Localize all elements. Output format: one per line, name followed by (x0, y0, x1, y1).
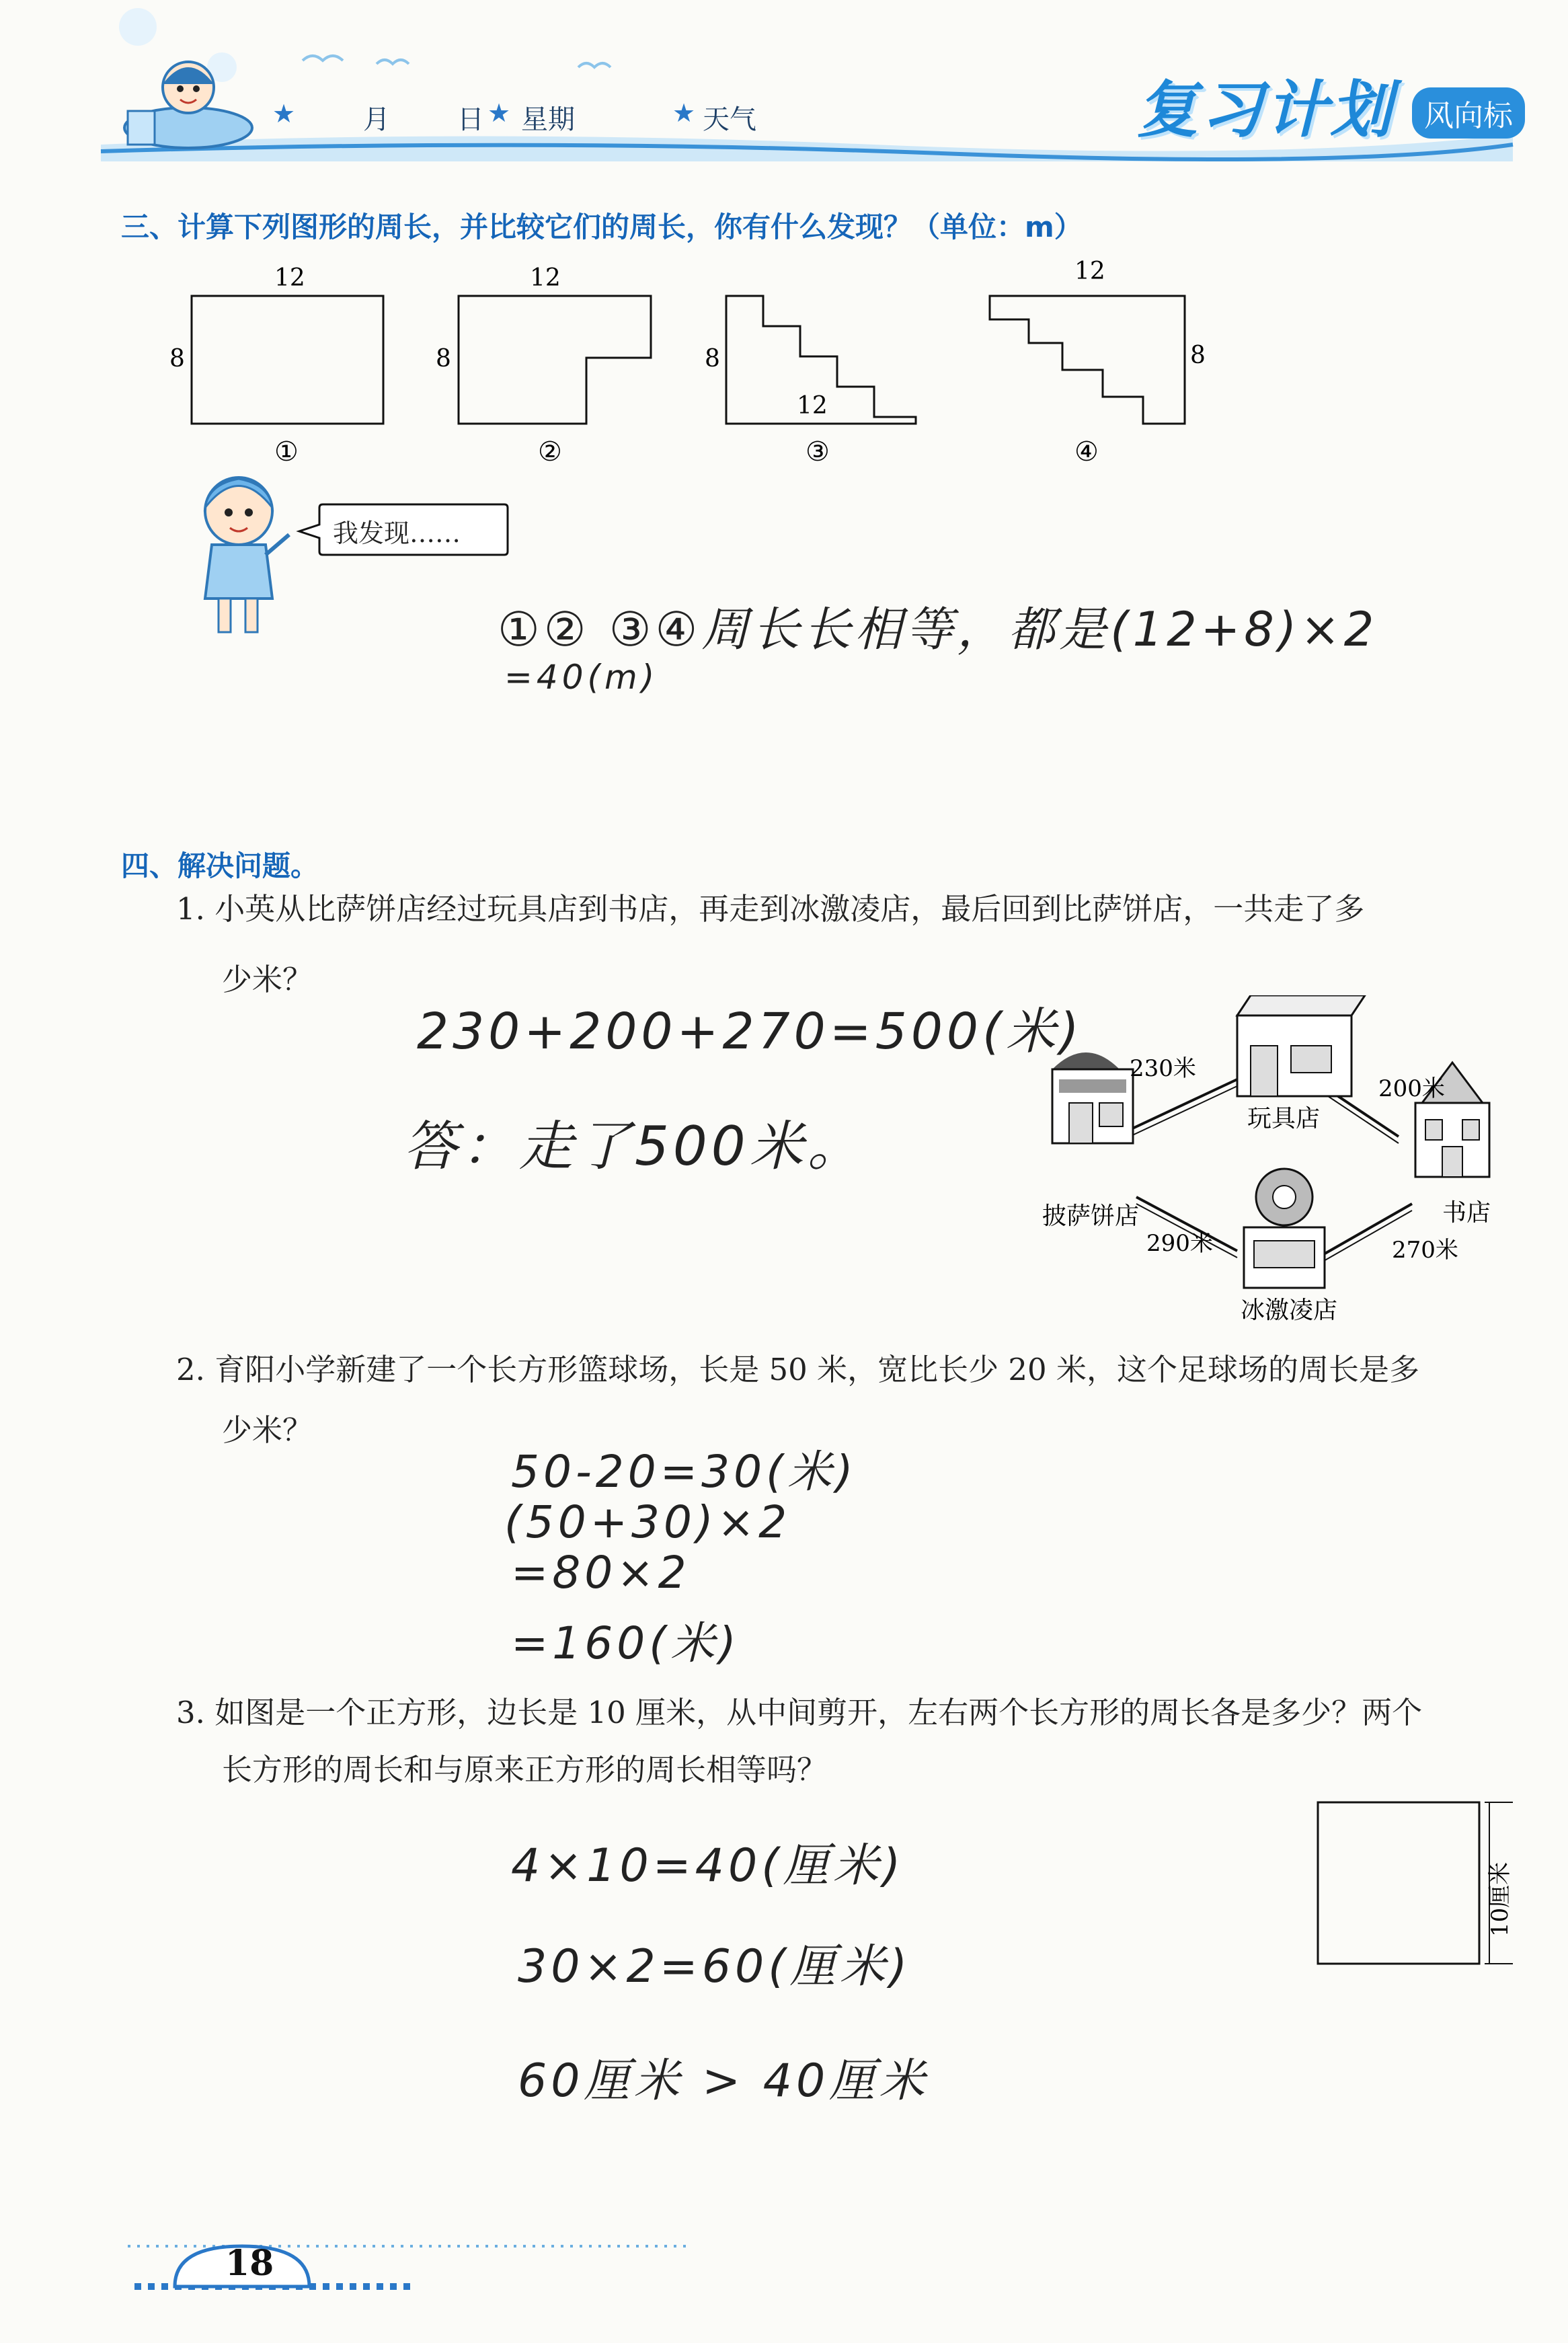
q2-work-4: =160(米) (511, 1617, 740, 1669)
book-store-label: 书店 (1442, 1199, 1491, 1227)
star-icon: ★ (272, 99, 296, 128)
brand-subtitle: 风向标 (1412, 87, 1525, 139)
ice-cream-shop-label: 冰激凌店 (1241, 1297, 1338, 1324)
figure-4-width: 12 (1074, 258, 1105, 285)
q1-text-line1: 1. 小英从比萨饼店经过玩具店到书店，再走到冰激凌店，最后回到比萨饼店，一共走了多 (176, 891, 1365, 927)
square-side-label: 10厘米 (1487, 1861, 1514, 1937)
footer-decoration (128, 2233, 706, 2320)
route-map (1035, 995, 1533, 1332)
figure-2-number: ② (538, 436, 562, 467)
figure-3-number: ③ (806, 436, 830, 467)
girl-mascot-icon (182, 471, 296, 646)
section3-answer-line2: =40(m) (504, 658, 659, 697)
q2-work-3: =80×2 (511, 1547, 691, 1599)
q2-work-1: 50-20=30(米) (511, 1446, 857, 1498)
brand-title: 复习计划 (1136, 74, 1395, 146)
figure-1-number: ① (274, 436, 299, 467)
figure-3 (705, 296, 916, 467)
q3-text-line1: 3. 如图是一个正方形，边长是 10 厘米，从中间剪开，左右两个长方形的周长各是多少？两个 (176, 1695, 1423, 1730)
toy-store-label: 玩具店 (1247, 1105, 1321, 1132)
toy-store-icon (1237, 995, 1365, 1096)
distance-book-ice: 270米 (1392, 1237, 1458, 1264)
q3-text-line2: 长方形的周长和与原来正方形的周长相等吗？ (222, 1752, 828, 1788)
q1-work: 230+200+270=500(米) (417, 1003, 1083, 1061)
pizza-shop-icon (1052, 1052, 1133, 1143)
q3-work-3: 60厘米 > 40厘米 (518, 2054, 929, 2108)
q3-work-2: 30×2=60(厘米) (518, 1940, 912, 1993)
figure-2 (436, 264, 651, 467)
distance-pizza-toy: 230米 (1130, 1055, 1196, 1082)
bubble-text: 我发现…… (333, 518, 461, 548)
figure-1 (169, 264, 383, 467)
star-icon: ★ (672, 98, 696, 128)
figure-4-number: ④ (1074, 436, 1099, 467)
pizza-shop-label: 披萨饼店 (1042, 1202, 1140, 1230)
star-icon: ★ (487, 98, 511, 128)
figure-3-height: 8 (705, 345, 720, 373)
figure-3-width: 12 (797, 392, 828, 420)
q3-work-1: 4×10=40(厘米) (511, 1839, 905, 1892)
figure-2-width: 12 (530, 264, 561, 292)
q2-text-line2: 少米？ (222, 1412, 313, 1448)
distance-toy-book: 200米 (1378, 1075, 1445, 1102)
figure-4 (990, 258, 1206, 467)
figure-4-height: 8 (1190, 342, 1206, 369)
figure-1-height: 8 (169, 345, 185, 373)
q1-text-line2: 少米？ (222, 962, 313, 997)
q1-answer: 答：走了500米。 (403, 1115, 865, 1178)
q2-text-line1: 2. 育阳小学新建了一个长方形篮球场，长是 50 米，宽比长少 20 米，这个足球场的周长是多 (176, 1352, 1419, 1387)
perimeter-figures (155, 256, 1244, 477)
header-mascot-icon (108, 47, 262, 161)
month-label: 月 (363, 104, 390, 135)
date-row (272, 98, 295, 129)
section4-title: 四、解决问题。 (121, 849, 319, 882)
ice-cream-shop-icon (1244, 1169, 1325, 1288)
distance-pizza-ice: 290米 (1146, 1230, 1213, 1257)
day-label: 日 (457, 104, 484, 135)
figure-2-height: 8 (436, 345, 451, 373)
weekday-label: 星期 (521, 104, 575, 135)
section3-answer-line1: ①② ③④周长长相等，都是(12+8)×2 (498, 602, 1378, 657)
weather-label: 天气 (703, 104, 756, 135)
section3-title: 三、计算下列图形的周长，并比较它们的周长，你有什么发现？（单位：m） (121, 210, 1083, 243)
figure-1-width: 12 (274, 264, 305, 292)
page-number: 18 (225, 2243, 274, 2284)
square-figure (1311, 1789, 1526, 1984)
q2-work-2: (50+30)×2 (504, 1496, 791, 1548)
